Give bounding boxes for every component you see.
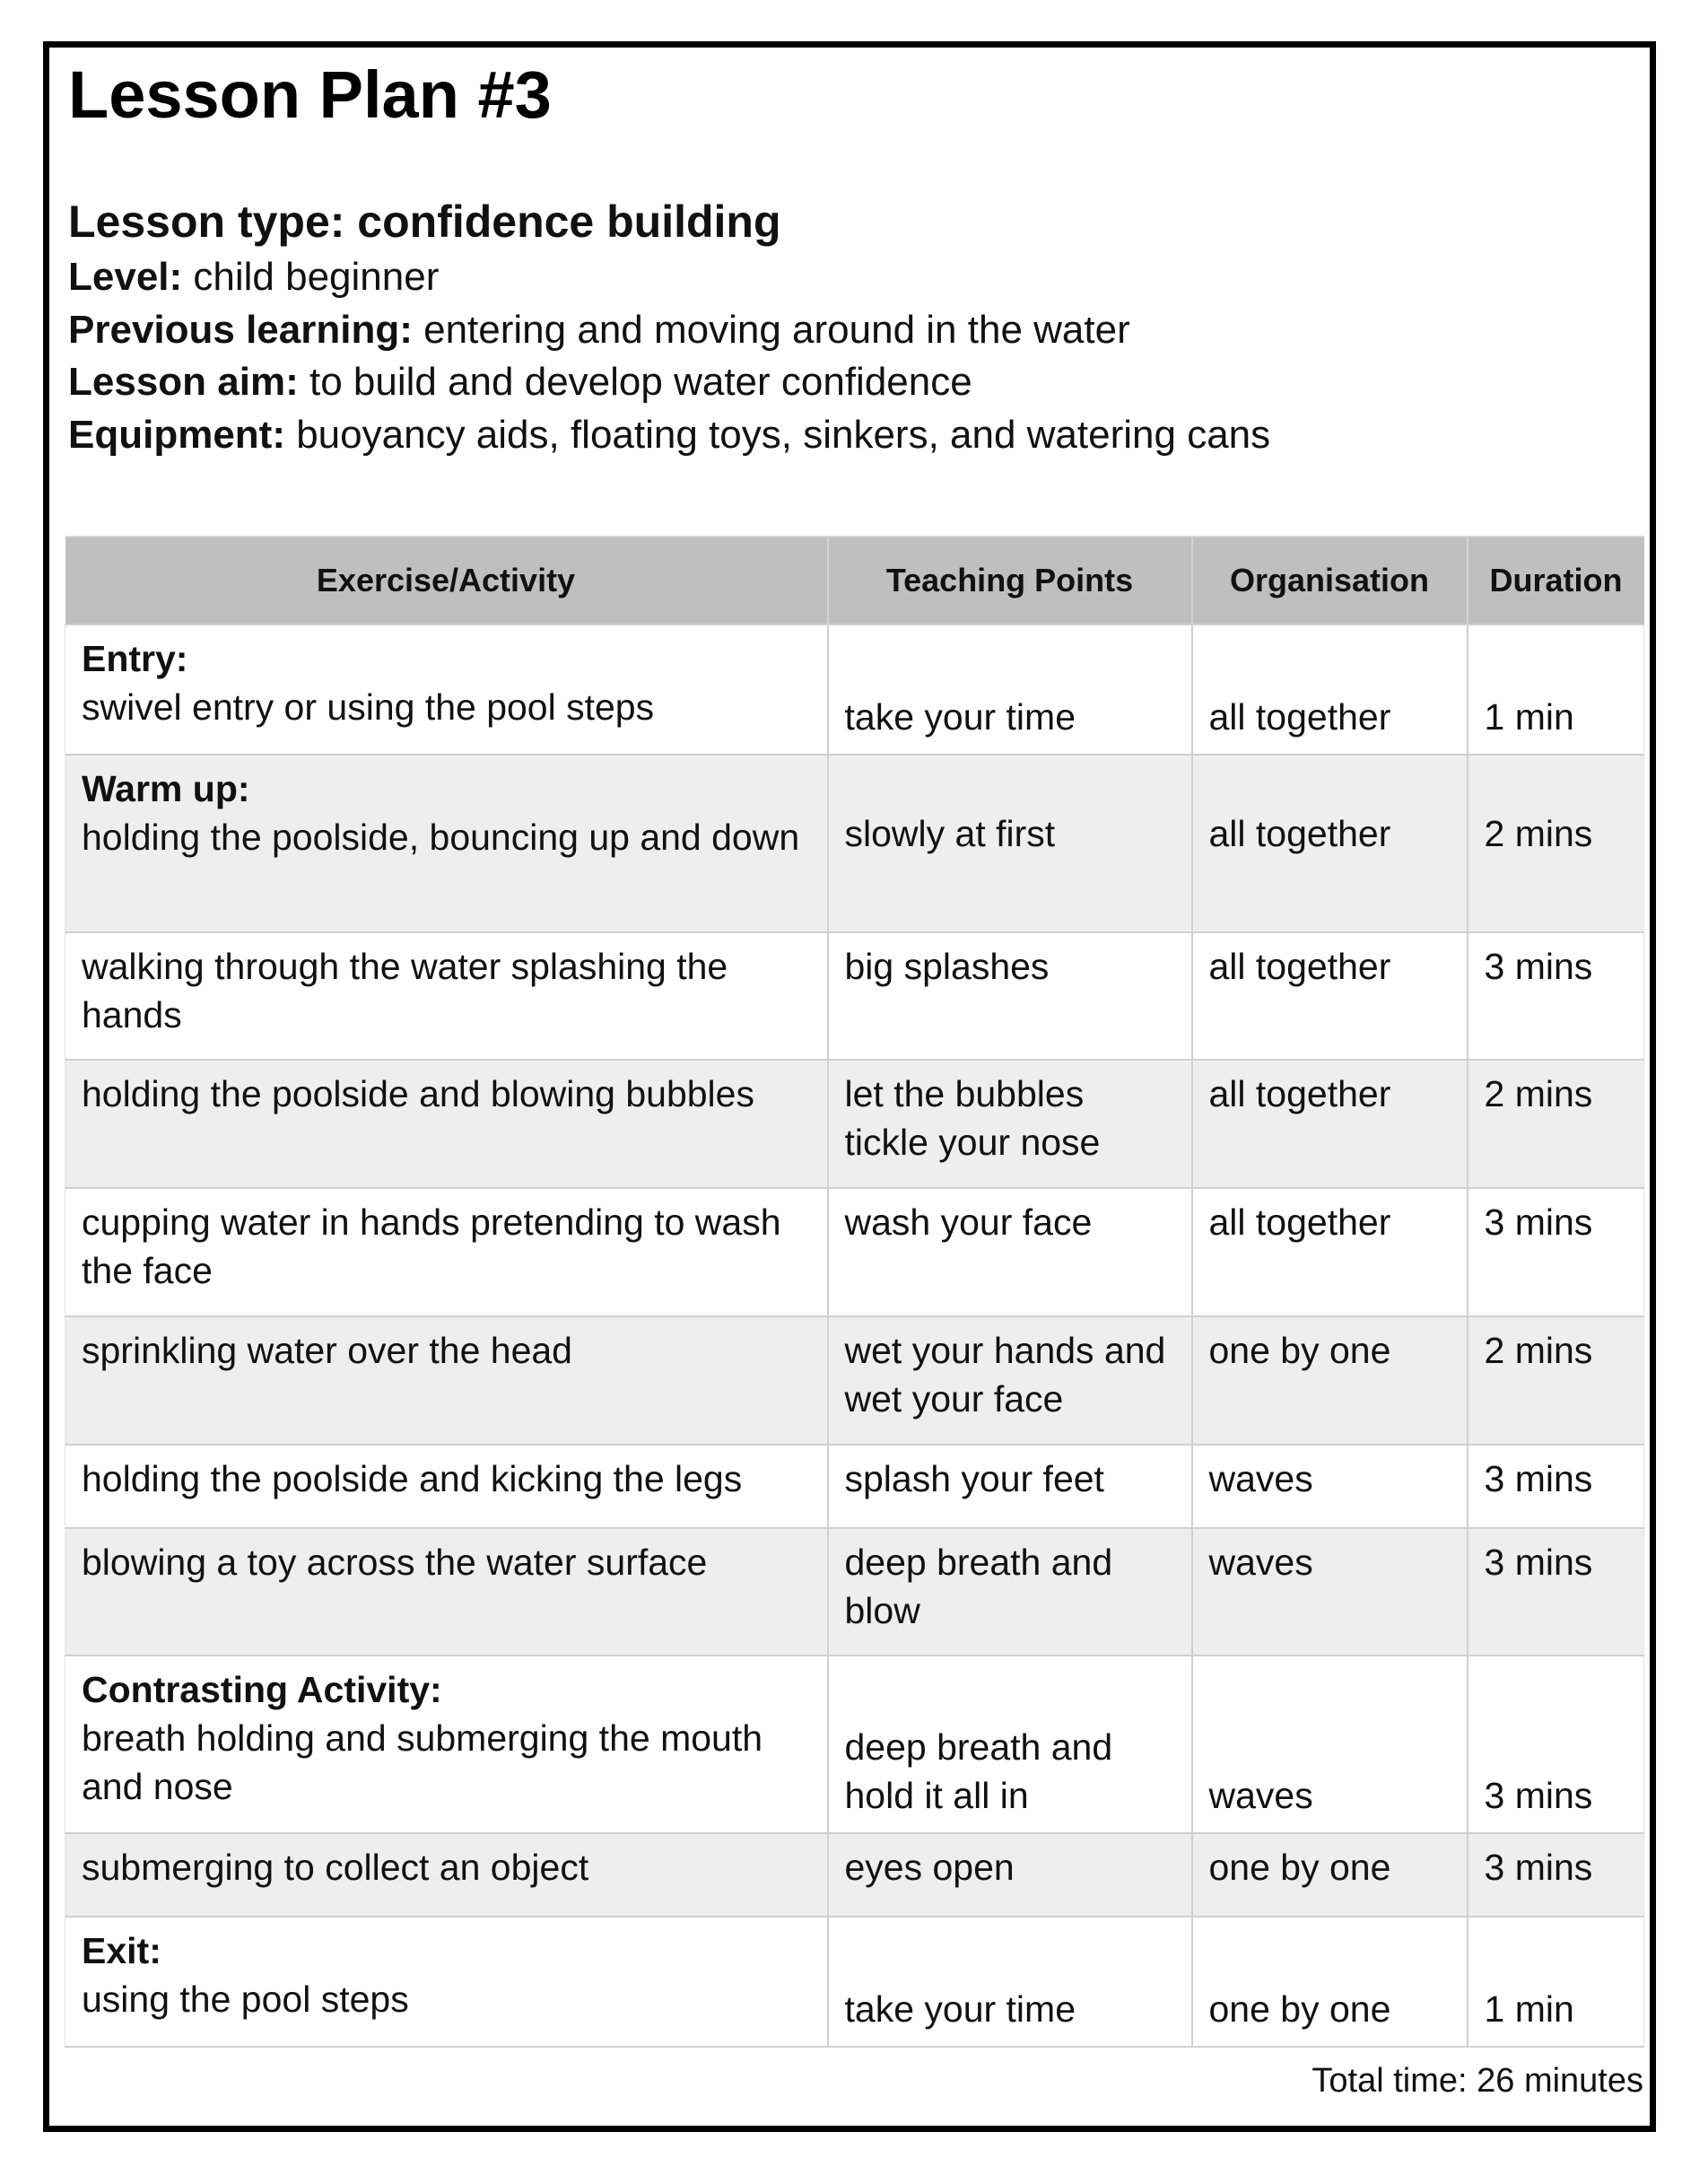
- level-value: child beginner: [182, 255, 440, 299]
- table-row: [65, 755, 1644, 932]
- duration-cell: 3 mins: [1468, 1833, 1644, 1917]
- lesson-aim-value: to build and develop water confidence: [298, 360, 972, 405]
- table-row: [65, 1316, 1644, 1445]
- header-exercise-activity: Exercise/Activity: [65, 537, 828, 625]
- duration-cell: 1 min: [1468, 625, 1644, 755]
- table-row: [65, 625, 1644, 755]
- table-header-row: [65, 537, 1644, 625]
- activity-text: breath holding and submerging the mouth and nose: [82, 1717, 763, 1807]
- duration-cell: 3 mins: [1468, 932, 1644, 1060]
- table-row: [65, 1528, 1644, 1655]
- organisation-cell: one by one: [1192, 1833, 1468, 1917]
- activity-text: holding the poolside and kicking the legs: [82, 1458, 743, 1499]
- teaching-points-cell: wash your face: [828, 1188, 1192, 1316]
- table-row: [65, 1445, 1644, 1528]
- lesson-plan-table: [65, 536, 1644, 2048]
- equipment-label: Equipment:: [68, 412, 285, 457]
- activity-cell: [65, 1188, 828, 1316]
- previous-learning-label: Previous learning:: [68, 307, 413, 352]
- organisation-cell: waves: [1192, 1655, 1468, 1833]
- activity-text: swivel entry or using the pool steps: [82, 686, 655, 728]
- previous-learning-line: [68, 304, 1593, 357]
- section-heading: Exit:: [82, 1930, 161, 1971]
- activity-cell: [65, 1316, 828, 1445]
- table-body: [65, 625, 1644, 2047]
- lesson-type: Lesson type: confidence building: [68, 197, 781, 247]
- activity-cell: [65, 1528, 828, 1655]
- organisation-cell: waves: [1192, 1445, 1468, 1528]
- level-label: Level:: [68, 255, 183, 299]
- activity-text: holding the poolside and blowing bubbles: [82, 1073, 754, 1114]
- activity-cell: [65, 1655, 828, 1833]
- organisation-cell: all together: [1192, 755, 1468, 932]
- activity-text: submerging to collect an object: [82, 1847, 589, 1888]
- organisation-cell: all together: [1192, 1188, 1468, 1316]
- duration-cell: 3 mins: [1468, 1655, 1644, 1833]
- table-row: [65, 1060, 1644, 1188]
- section-heading: Warm up:: [82, 768, 250, 809]
- header-duration: Duration: [1468, 537, 1644, 625]
- activity-text: walking through the water splashing the hands: [82, 946, 728, 1035]
- equipment-line: [68, 409, 1593, 462]
- activity-cell: [65, 755, 828, 932]
- teaching-points-cell: deep breath and hold it all in: [828, 1655, 1192, 1833]
- duration-cell: 3 mins: [1468, 1445, 1644, 1528]
- table-row: [65, 1655, 1644, 1833]
- duration-cell: 2 mins: [1468, 1060, 1644, 1188]
- activity-cell: [65, 625, 828, 755]
- activity-cell: [65, 932, 828, 1060]
- section-heading: Entry:: [82, 638, 188, 679]
- teaching-points-cell: big splashes: [828, 932, 1192, 1060]
- teaching-points-cell: wet your hands and wet your face: [828, 1316, 1192, 1445]
- duration-cell: 3 mins: [1468, 1528, 1644, 1655]
- lesson-details: [68, 192, 1593, 461]
- header-teaching-points: Teaching Points: [828, 537, 1192, 625]
- equipment-value: buoyancy aids, floating toys, sinkers, and watering cans: [284, 412, 1271, 457]
- duration-cell: 1 min: [1468, 1917, 1644, 2047]
- organisation-cell: all together: [1192, 932, 1468, 1060]
- previous-learning-value: entering and moving around in the water: [412, 307, 1130, 352]
- activity-text: using the pool steps: [82, 1979, 409, 2020]
- teaching-points-cell: slowly at first: [828, 755, 1192, 932]
- organisation-cell: one by one: [1192, 1316, 1468, 1445]
- activity-text: cupping water in hands pretending to wash the face: [82, 1201, 781, 1291]
- teaching-points-cell: take your time: [828, 1917, 1192, 2047]
- table-row: [65, 1833, 1644, 1917]
- table-row: [65, 1917, 1644, 2047]
- duration-cell: 3 mins: [1468, 1188, 1644, 1316]
- teaching-points-cell: deep breath and blow: [828, 1528, 1192, 1655]
- activity-cell: [65, 1917, 828, 2047]
- table-row: [65, 932, 1644, 1060]
- activity-text: holding the poolside, bouncing up and down: [82, 817, 800, 858]
- teaching-points-cell: let the bubbles tickle your nose: [828, 1060, 1192, 1188]
- organisation-cell: all together: [1192, 625, 1468, 755]
- activity-cell: [65, 1445, 828, 1528]
- header-organisation: Organisation: [1192, 537, 1468, 625]
- total-time: Total time: 26 minutes: [1312, 2062, 1643, 2100]
- level-line: [68, 251, 1593, 304]
- duration-cell: 2 mins: [1468, 1316, 1644, 1445]
- activity-cell: [65, 1833, 828, 1917]
- table-row: [65, 1188, 1644, 1316]
- organisation-cell: waves: [1192, 1528, 1468, 1655]
- lesson-aim-label: Lesson aim:: [68, 360, 299, 405]
- activity-cell: [65, 1060, 828, 1188]
- activity-text: blowing a toy across the water surface: [82, 1542, 708, 1583]
- duration-cell: 2 mins: [1468, 755, 1644, 932]
- activity-text: sprinkling water over the head: [82, 1330, 572, 1371]
- teaching-points-cell: take your time: [828, 625, 1192, 755]
- lesson-aim-line: [68, 356, 1593, 409]
- organisation-cell: all together: [1192, 1060, 1468, 1188]
- organisation-cell: one by one: [1192, 1917, 1468, 2047]
- section-heading: Contrasting Activity:: [82, 1669, 442, 1710]
- page-title: Lesson Plan #3: [68, 57, 552, 132]
- teaching-points-cell: eyes open: [828, 1833, 1192, 1917]
- teaching-points-cell: splash your feet: [828, 1445, 1192, 1528]
